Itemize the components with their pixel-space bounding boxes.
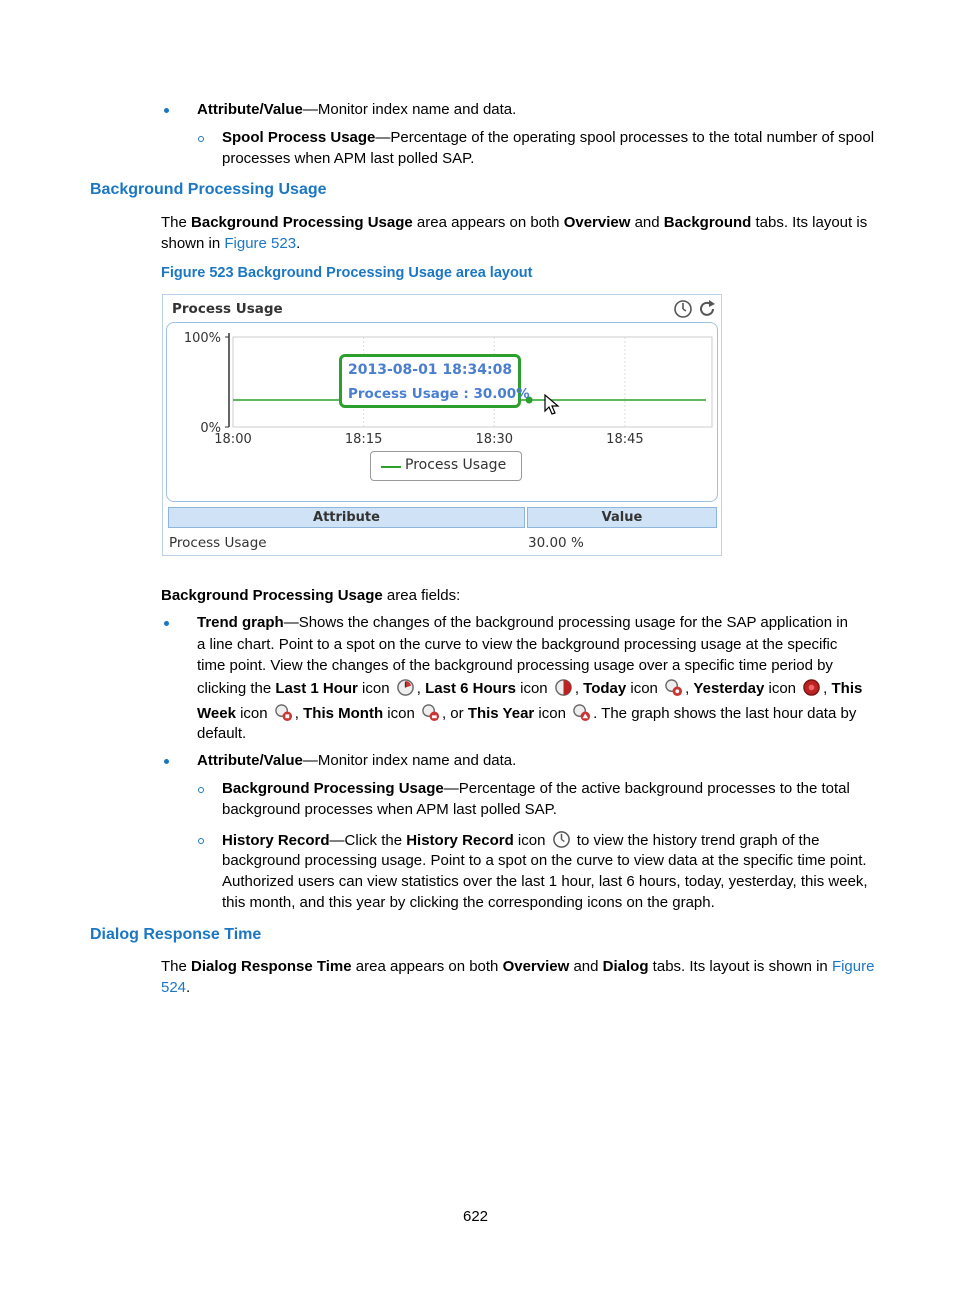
trend-line6: default.	[197, 725, 247, 742]
spool-process-line: Spool Process Usage—Percentage of the operating spool processes to the total number of spool	[222, 129, 875, 146]
table-cell-attribute: Process Usage	[169, 535, 267, 551]
bullet-circle	[198, 136, 204, 142]
last-6-hours-icon	[554, 678, 573, 697]
bgp-usage-line1: Background Processing Usage—Percentage of the active background processes to the total	[222, 780, 850, 797]
trend-line1: Trend graph—Shows the changes of the background processing usage for the SAP application in	[197, 614, 848, 631]
bullet-dot	[164, 108, 169, 113]
legend-label: Process Usage	[405, 457, 507, 473]
trend-line4: clicking the Last 1 Hour icon , Last 6 Hours icon , Today icon , Yesterday icon , This	[197, 680, 863, 697]
history-clock-icon[interactable]	[673, 299, 693, 319]
history-line1: History Record—Click the History Record icon to view the history trend graph of the	[222, 832, 820, 849]
legend-swatch	[381, 466, 401, 468]
trend-line3: time point. View the changes of the background processing usage over a specific time period by	[197, 657, 833, 674]
figure-caption: Figure 523 Background Processing Usage area layout	[161, 265, 533, 281]
page-number: 622	[463, 1208, 489, 1225]
tooltip-value: Process Usage : 30.00%	[348, 386, 530, 402]
today-icon	[664, 678, 683, 697]
x-tick-label: 18:15	[344, 432, 383, 447]
tooltip	[339, 354, 530, 408]
panel-title: Process Usage	[172, 301, 283, 317]
last-1-hour-icon	[396, 678, 415, 697]
history-line2: background processing usage. Point to a spot on the curve to view data at the specific time point.	[222, 852, 867, 869]
intro-line1: The Background Processing Usage area appears on both Overview and Background tabs. Its layout is	[161, 214, 868, 231]
bullet-circle	[198, 787, 204, 793]
this-month-icon	[421, 703, 440, 722]
spool-process-line2: processes when APM last polled SAP.	[222, 150, 475, 167]
attr-line: Attribute/Value—Monitor index name and data.	[197, 752, 517, 769]
figure-524-link[interactable]: Figure	[831, 958, 875, 975]
chart-legend[interactable]	[370, 451, 522, 481]
chart-area	[166, 322, 718, 502]
fields-intro: Background Processing Usage area fields:	[161, 587, 461, 604]
process-usage-panel	[162, 294, 722, 556]
bullet-dot	[164, 621, 169, 626]
mouse-cursor-icon	[543, 393, 561, 417]
figure-523-link[interactable]: Figure 523	[224, 235, 297, 252]
dialog-line2: 524.	[161, 979, 191, 996]
x-tick-label: 18:45	[606, 432, 644, 447]
history-line3: Authorized users can view statistics over the last 1 hour, last 6 hours, today, yesterday, this week,	[222, 873, 868, 890]
this-year-icon	[572, 703, 591, 722]
table-cell-value: 30.00 %	[528, 535, 584, 551]
history-line4: this month, and this year by clicking the corresponding icons on the graph.	[222, 894, 715, 911]
refresh-icon[interactable]	[697, 299, 717, 319]
trend-line2: a line chart. Point to a spot on the curve to view the background processing usage at the specific	[197, 636, 838, 653]
bgp-usage-line2: background processes when APM last polled SAP.	[222, 801, 557, 818]
x-tick-label: 18:00	[214, 432, 252, 447]
y-tick-label: 100%	[183, 331, 221, 346]
yesterday-icon	[802, 678, 821, 697]
intro-line2: shown in Figure 523.	[161, 235, 301, 252]
y-tick-label: 0%	[200, 421, 221, 436]
section-heading-dialog: Dialog Response Time	[90, 926, 262, 943]
tooltip-time: 2013-08-01 18:34:08	[348, 362, 513, 378]
attribute-value-line: Attribute/Value—Monitor index name and data.	[197, 101, 517, 118]
bullet-circle	[198, 838, 204, 844]
table-header-value: Value	[527, 507, 717, 528]
section-heading-background: Background Processing Usage	[90, 181, 327, 198]
dialog-line1: The Dialog Response Time area appears on both Overview and Dialog tabs. Its layout is shown in Figure	[161, 958, 875, 975]
this-week-icon	[274, 703, 293, 722]
trend-line5: Week icon , This Month icon , or This Year icon . The graph shows the last hour data by	[197, 705, 857, 722]
x-tick-label: 18:30	[475, 432, 514, 447]
history-record-icon	[552, 830, 571, 849]
table-header-attribute: Attribute	[168, 507, 525, 528]
bullet-dot	[164, 759, 169, 764]
figure-524-link-cont[interactable]: 524	[161, 979, 187, 996]
